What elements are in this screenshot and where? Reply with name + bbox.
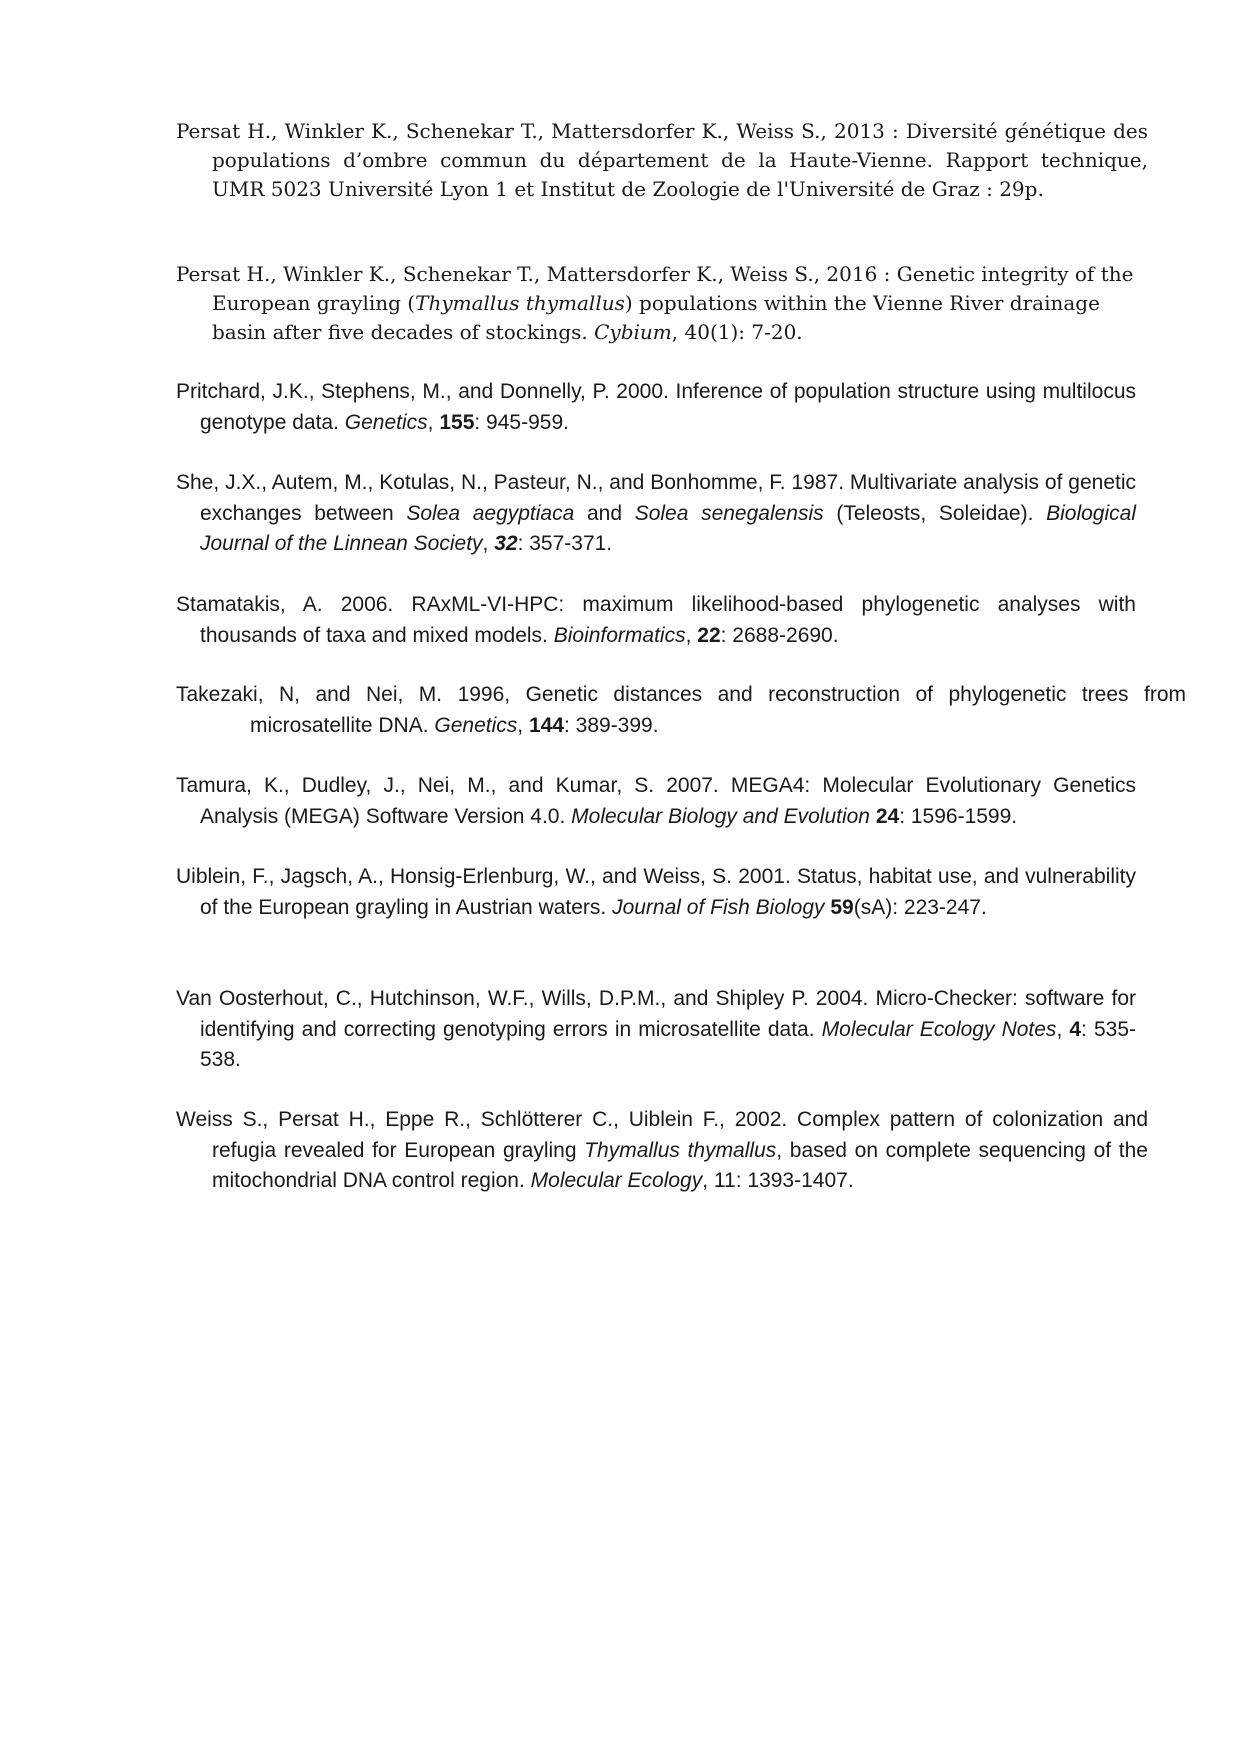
reference-volume: 59 <box>830 895 854 919</box>
reference-persat-2013 <box>176 117 1148 204</box>
reference-journal: Molecular Biology and Evolution <box>571 804 870 828</box>
reference-volume: 144 <box>528 713 564 737</box>
reference-separator: , <box>482 532 495 555</box>
reference-title: ) populations within the Vienne River drainage basin after five decades of stockings. <box>212 291 1100 344</box>
reference-text: Diversité génétique des populations d’ombre commun du département de la Haute-Vienne. Rapport technique, UMR 5023 Université Lyon 1 et Institut de Zoologie de l'Université de Graz : 29p. <box>212 119 1148 201</box>
reference-pages: : 2688-2690. <box>720 623 839 647</box>
reference-text: and <box>574 501 635 525</box>
reference-journal: Bioinformatics <box>553 623 686 647</box>
reference-text: Uiblein, F., Jagsch, A., Honsig-Erlenburg, W., and Weiss, S. 2001. Status, habitat use, and vulnerability of the European grayling in Austrian waters. <box>176 865 1136 919</box>
reference-text: Stamatakis, A. 2006. RAxML-VI-HPC: maximum likelihood-based phylogenetic analyses with thousands of taxa and mixed models. <box>176 593 1136 647</box>
reference-volume: 24 <box>875 804 900 828</box>
reference-stamatakis-2006 <box>176 590 1136 651</box>
reference-details: , 11: 1393-1407. <box>702 1169 854 1192</box>
reference-journal: Cybium <box>594 320 672 344</box>
reference-journal: Molecular Ecology <box>530 1169 703 1192</box>
reference-details: , 40(1): 7-20. <box>671 320 803 344</box>
reference-pages: : 1596-1599. <box>899 804 1018 828</box>
reference-volume: 155 <box>439 410 475 434</box>
reference-pages: : 945-959. <box>474 410 569 434</box>
reference-species: Solea aegyptiaca <box>406 501 575 525</box>
reference-journal: Molecular Ecology Notes <box>821 1017 1057 1041</box>
reference-text: , based on complete sequencing of the mitochondrial DNA control region. <box>212 1138 1148 1192</box>
reference-authors: Persat H., Winkler K., Schenekar T., Mattersdorfer K., Weiss S., 2013 : <box>176 119 906 143</box>
reference-separator: , <box>517 713 529 737</box>
reference-species: Thymallus thymallus <box>584 1138 777 1162</box>
reference-weiss-2002 <box>176 1105 1148 1197</box>
reference-pages: (sA): 223-247. <box>853 895 987 919</box>
reference-pages: : 535-538. <box>200 1017 1136 1071</box>
reference-journal: Genetics <box>344 410 428 434</box>
reference-text: She, J.X., Autem, M., Kotulas, N., Pasteur, N., and Bonhomme, F. 1987. Multivariate analysis of genetic exchanges between <box>176 471 1136 525</box>
reference-title: Genetic integrity of the European grayling ( <box>212 262 1134 315</box>
reference-text: (Teleosts, Soleidae). <box>823 501 1047 525</box>
reference-pritchard-2000 <box>176 377 1136 438</box>
reference-volume: 22 <box>697 623 721 647</box>
reference-text: Takezaki, N, and Nei, M. 1996, Genetic distances and reconstruction of phylogenetic trees from microsatellite DNA. <box>176 683 1186 737</box>
reference-separator: , <box>427 410 440 434</box>
reference-separator: , <box>1056 1017 1070 1041</box>
reference-authors: Persat H., Winkler K., Schenekar T., Mattersdorfer K., Weiss S., 2016 : <box>176 262 897 286</box>
reference-text: Weiss S., Persat H., Eppe R., Schlötterer C., Uiblein F., 2002. Complex pattern of colonization and refugia revealed for European grayling <box>176 1108 1148 1162</box>
reference-journal: Journal of Fish Biology <box>612 895 825 919</box>
reference-text: Van Oosterhout, C., Hutchinson, W.F., Wills, D.P.M., and Shipley P. 2004. Micro-Checker: software for identifying and correcting genotyping errors in microsatellite data. <box>176 987 1136 1041</box>
reference-journal: Biological Journal of the Linnean Society <box>200 501 1136 555</box>
reference-journal: Genetics <box>434 713 518 737</box>
reference-pages: : 389-399. <box>563 713 659 737</box>
reference-she-1987 <box>176 468 1136 560</box>
reference-takezaki-1996 <box>176 680 1186 741</box>
reference-pages: : 357-371. <box>517 532 613 555</box>
reference-volume: 32 <box>494 532 518 555</box>
reference-text: Pritchard, J.K., Stephens, M., and Donnelly, P. 2000. Inference of population structure using multilocus genotype data. <box>176 380 1136 434</box>
reference-separator: , <box>685 623 698 647</box>
reference-uiblein-2001 <box>176 862 1136 923</box>
reference-species: Thymallus thymallus <box>415 291 625 315</box>
reference-persat-2016 <box>176 260 1148 347</box>
reference-tamura-2007 <box>176 771 1136 832</box>
reference-species: Solea senegalensis <box>634 501 824 525</box>
reference-van-oosterhout-2004 <box>176 984 1136 1076</box>
reference-volume: 4 <box>1069 1017 1082 1041</box>
reference-text: Tamura, K., Dudley, J., Nei, M., and Kumar, S. 2007. MEGA4: Molecular Evolutionary Genetics Analysis (MEGA) Software Version 4.0. <box>176 774 1136 828</box>
